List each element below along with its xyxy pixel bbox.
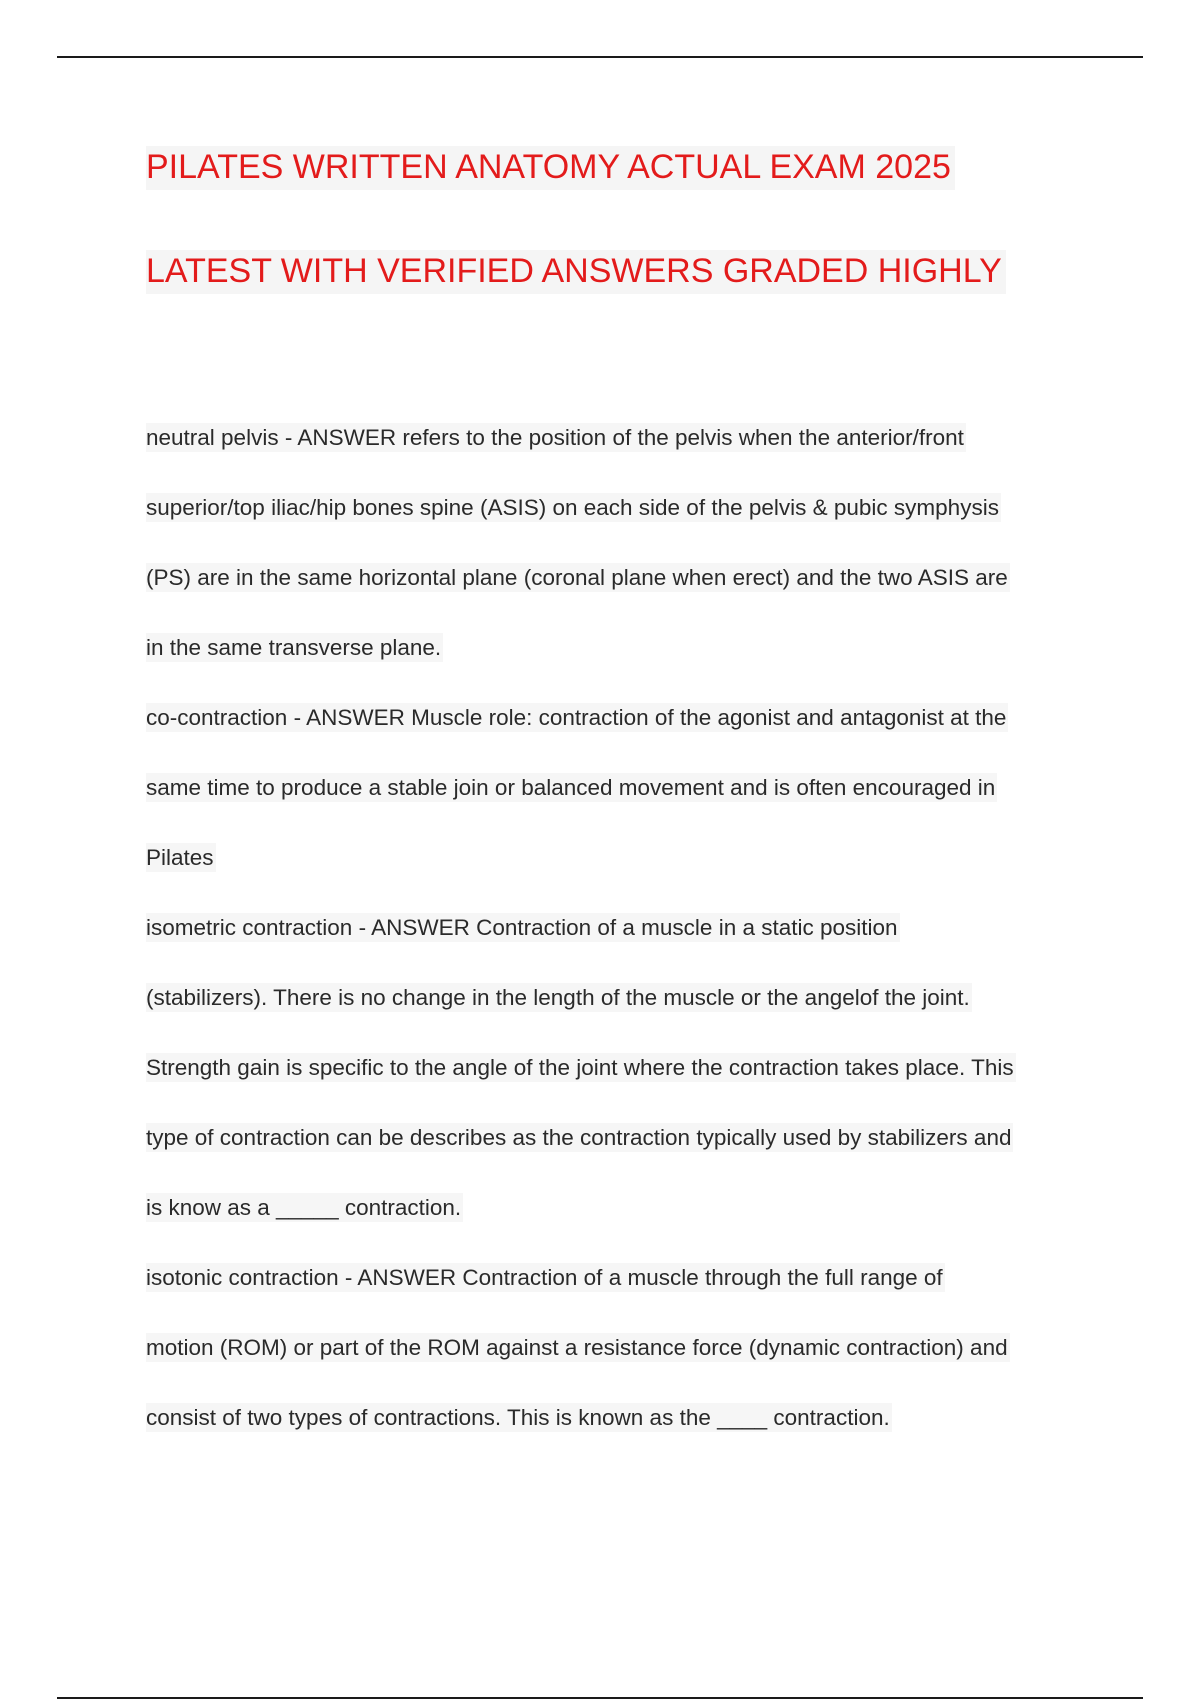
- body-line-text: same time to produce a stable join or balanced movement and is often encouraged in: [146, 775, 996, 800]
- body-line-text: type of contraction can be describes as the contraction typically used by stabilizers and: [146, 1125, 1012, 1150]
- body-line: [146, 1258, 1106, 1328]
- title-line-2: LATEST WITH VERIFIED ANSWERS GRADED HIGHLY: [146, 250, 1006, 294]
- body-line: [146, 418, 1106, 488]
- body-line: [146, 908, 1106, 978]
- body-line-text: motion (ROM) or part of the ROM against a resistance force (dynamic contraction) and: [146, 1335, 1008, 1360]
- top-divider: [57, 56, 1143, 58]
- body-line: [146, 1188, 1106, 1258]
- body-line-text: is know as a _____ contraction.: [146, 1195, 462, 1220]
- bottom-divider: [57, 1697, 1143, 1699]
- body-line-text: neutral pelvis - ANSWER refers to the position of the pelvis when the anterior/front: [146, 425, 964, 450]
- body-line: [146, 558, 1106, 628]
- body-line: [146, 1398, 1106, 1468]
- body-line-text: in the same transverse plane.: [146, 635, 442, 660]
- title-line-1: PILATES WRITTEN ANATOMY ACTUAL EXAM 2025: [146, 146, 955, 190]
- body-line: [146, 838, 1106, 908]
- body-line: [146, 698, 1106, 768]
- body-line-text: co-contraction - ANSWER Muscle role: contraction of the agonist and antagonist at the: [146, 705, 1007, 730]
- body-line-text: consist of two types of contractions. This is known as the ____ contraction.: [146, 1405, 890, 1430]
- body-line: [146, 768, 1106, 838]
- body-line: [146, 1328, 1106, 1398]
- body-line-text: (PS) are in the same horizontal plane (coronal plane when erect) and the two ASIS are: [146, 565, 1008, 590]
- body-line-text: Pilates: [146, 845, 214, 870]
- body-line-text: isometric contraction - ANSWER Contraction of a muscle in a static position: [146, 915, 898, 940]
- body-line: [146, 978, 1106, 1048]
- body-line-text: (stabilizers). There is no change in the length of the muscle or the angelof the joint.: [146, 985, 970, 1010]
- body-line-text: superior/top iliac/hip bones spine (ASIS) on each side of the pelvis & pubic symphysis: [146, 495, 999, 520]
- body-line: [146, 1048, 1106, 1118]
- body-line: [146, 488, 1106, 558]
- document-body: [146, 418, 1106, 1468]
- body-line: [146, 1118, 1106, 1188]
- body-line: [146, 628, 1106, 698]
- body-line-text: isotonic contraction - ANSWER Contraction of a muscle through the full range of: [146, 1265, 943, 1290]
- body-line-text: Strength gain is specific to the angle of the joint where the contraction takes place. This: [146, 1055, 1014, 1080]
